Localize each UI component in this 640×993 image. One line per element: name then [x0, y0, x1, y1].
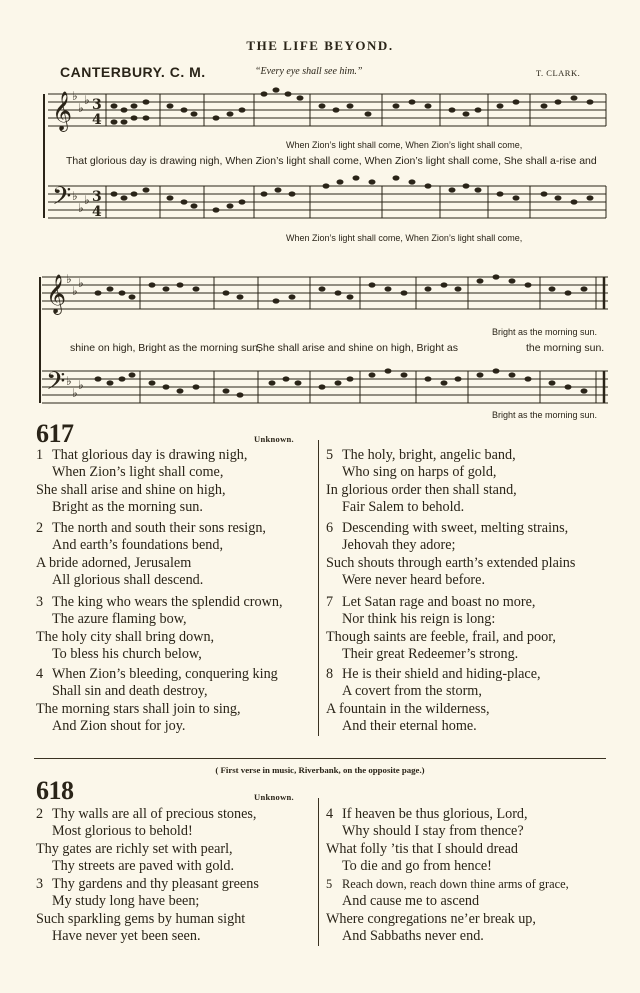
stanza: 5 Reach down, reach down thine arms of grace, And cause me to ascend Where congregations ne’er break up, And Sabbaths never end. [326, 877, 569, 944]
section-divider [34, 758, 606, 759]
music-lyrics-2-mid: She shall arise and shine on high, Bright as [256, 342, 458, 354]
echo-lyrics-lower-2: Bright as the morning sun. [492, 410, 598, 420]
stanza: 5 The holy, bright, angelic band, Who sing on harps of gold, In glorious order then shall stand, Fair Salem to behold. [326, 447, 517, 515]
svg-text:4: 4 [92, 204, 102, 220]
svg-text:♭: ♭ [72, 189, 78, 203]
music-lyrics-2-left: shine on high, Bright as the morning sun, [70, 342, 261, 354]
svg-text:♭: ♭ [72, 386, 78, 400]
svg-text:♭: ♭ [66, 272, 72, 286]
echo-lyrics-upper-1: When Zion’s light shall come, When Zion’s light shall come, [286, 140, 523, 150]
svg-text:♭: ♭ [78, 378, 84, 392]
svg-text:♭: ♭ [72, 89, 78, 103]
tune-motto: “Every eye shall see him.” [255, 66, 363, 77]
svg-text:♭: ♭ [84, 93, 90, 107]
hymn-author: Unknown. [254, 792, 294, 802]
stanza: 8 He is their shield and hiding-place, A covert from the storm, A fountain in the wilderness, And their eternal home. [326, 666, 541, 734]
svg-text:𝄢: 𝄢 [46, 367, 66, 402]
svg-text:3: 3 [92, 189, 102, 205]
svg-text:♭: ♭ [66, 374, 72, 388]
stanza: 3 The king who wears the splendid crown, The azure flaming bow, The holy city shall bring down, To bless his church below, [36, 594, 283, 662]
stanza: 7 Let Satan rage and boast no more, Nor think his reign is long: Though saints are feeble, frail, and poor, Their great Redeemer’s strong. [326, 594, 556, 662]
svg-text:♭: ♭ [72, 284, 78, 298]
column-divider [318, 440, 319, 736]
composer-credit: T. CLARK. [536, 68, 581, 78]
music-lyrics-2-right: the morning sun. [526, 342, 605, 354]
svg-text:4: 4 [92, 112, 102, 128]
svg-text:𝄢: 𝄢 [52, 182, 72, 217]
stanza: 4 When Zion’s bleeding, conquering king Shall sin and death destroy, The morning stars shall join to sing, And Zion shout for joy. [36, 666, 278, 734]
svg-text:♭: ♭ [84, 193, 90, 207]
music-lyrics-1: That glorious day is drawing nigh, When Zion’s light shall come, When Zion’s light shall come, She shall a-rise and [66, 155, 597, 167]
svg-text:𝄞: 𝄞 [46, 274, 67, 314]
stanza: 1 That glorious day is drawing nigh, When Zion’s light shall come, She shall arise and shine on high, Bright as the morning sun. [36, 447, 248, 515]
svg-text:𝄞: 𝄞 [52, 91, 73, 131]
tune-name: CANTERBURY. C. M. [60, 64, 206, 80]
svg-text:♭: ♭ [78, 101, 84, 115]
running-title: THE LIFE BEYOND. [246, 38, 394, 53]
stanza: 6 Descending with sweet, melting strains, Jehovah they adore; Such shouts through earth’s extended plains Were never heard before. [326, 520, 576, 588]
hymn-author: Unknown. [254, 434, 294, 444]
hymn-note: ( First verse in music, Riverbank, on the opposite page.) [215, 765, 425, 775]
hymn-number: 618 [36, 776, 74, 805]
stanza: 2 The north and south their sons resign, And earth’s foundations bend, A bride adorned, Jerusalem All glorious shall descend. [36, 520, 266, 588]
column-divider [318, 798, 319, 946]
svg-text:3: 3 [92, 97, 102, 113]
echo-lyrics-lower-1: When Zion’s light shall come, When Zion’s light shall come, [286, 233, 523, 243]
echo-lyrics-upper-2: Bright as the morning sun. [492, 327, 598, 337]
svg-text:♭: ♭ [78, 276, 84, 290]
stanza: 4 If heaven be thus glorious, Lord, Why should I stay from thence? What folly ’tis that I should dread To die and go from hence! [326, 806, 528, 874]
stanza: 2 Thy walls are all of precious stones, Most glorious to behold! Thy gates are richly set with pearl, Thy streets are paved with gold. [36, 806, 257, 874]
svg-text:♭: ♭ [78, 201, 84, 215]
hymn-number: 617 [36, 419, 74, 448]
stanza: 3 Thy gardens and thy pleasant greens My study long have been; Such sparkling gems by human sight Have never yet been seen. [36, 876, 259, 944]
